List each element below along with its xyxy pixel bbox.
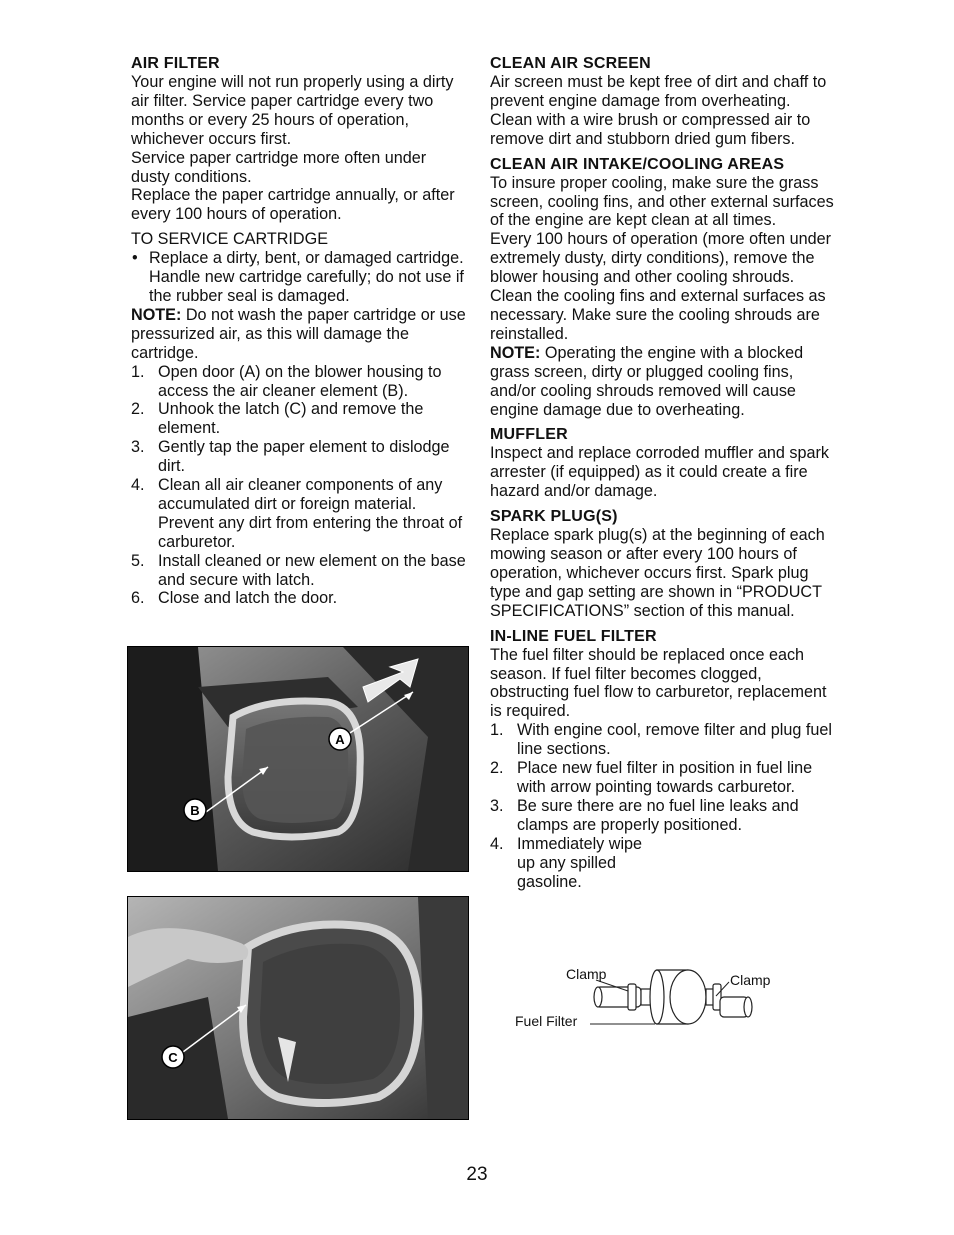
step-item <box>131 476 467 552</box>
step-number: 3. <box>131 438 145 457</box>
label-a: A <box>335 732 345 747</box>
step-number: 6. <box>131 589 145 608</box>
intake-paragraph-2: Every 100 hours of operation (more often under extremely dusty, dirty conditions), remove the blower housing and other cooling shrouds. Clean the cooling fins and external surfaces as necessary. Make sure the cooling shrouds are reinstalled. <box>490 230 832 343</box>
step-item <box>131 438 467 476</box>
step-number: 3. <box>490 796 504 815</box>
service-bullets <box>131 249 467 306</box>
spark-plug-text: Replace spark plug(s) at the beginning of each mowing season or after every 100 hours of operation, whichever occurs first. Spark plug type and gap setting are shown in “PRODUCT SPECIFICATIONS” section of this manual. <box>490 526 825 620</box>
step-text: Open door (A) on the blower housing to access the air cleaner element (B). <box>158 362 442 400</box>
step-text: Close and latch the door. <box>158 589 338 608</box>
step-number: 1. <box>131 362 145 381</box>
note-text: Do not wash the paper cartridge or use pressurized air, as this will damage the cartridge. <box>131 305 466 362</box>
step-item <box>490 759 835 797</box>
fuel-filter-steps <box>490 721 835 891</box>
right-column <box>490 54 835 891</box>
step-text: Gently tap the paper element to dislodge dirt. <box>158 438 450 476</box>
service-bullet: • Replace a dirty, bent, or damaged cartridge. Handle new cartridge carefully; do not use if the rubber seal is damaged. <box>131 249 467 306</box>
muffler-text: Inspect and replace corroded muffler and spark arrester (if equipped) as it could create a fire hazard and/or damage. <box>490 444 829 501</box>
step-text: Install cleaned or new element on the base and secure with latch. <box>158 551 466 589</box>
fuel-filter-label: Fuel Filter <box>515 1013 578 1029</box>
step-text: Place new fuel filter in position in fuel line with arrow pointing towards carburetor. <box>517 759 813 796</box>
muffler-heading: MUFFLER <box>490 426 568 444</box>
clean-air-screen-text: Air screen must be kept free of dirt and chaff to prevent engine damage from overheating. Clean with a wire brush or compressed air to remove dirt and stubborn dried gum fibers. <box>490 73 827 148</box>
air-filter-note <box>131 306 467 363</box>
step-number: 2. <box>131 400 145 419</box>
step-number: 1. <box>490 721 504 740</box>
note-label: NOTE: <box>490 343 541 362</box>
clamp-right-label: Clamp <box>730 972 771 988</box>
page-number: 23 <box>466 1164 488 1185</box>
service-steps <box>131 363 467 609</box>
fuel-filter-heading: IN-LINE FUEL FILTER <box>490 627 657 645</box>
step-number: 4. <box>131 476 145 495</box>
step-text: With engine cool, remove filter and plug fuel line sections. <box>517 721 832 759</box>
step-item <box>490 835 835 892</box>
intake-cooling-heading: CLEAN AIR INTAKE/COOLING AREAS <box>490 155 785 173</box>
blower-housing-photo <box>127 646 469 872</box>
left-column <box>131 54 467 608</box>
air-filter-paragraph-1: Your engine will not run properly using a dirty air filter. Service paper cartridge every two months or every 25 hours of operation, whichever occurs first. <box>131 73 454 148</box>
step-text: Unhook the latch (C) and remove the element. <box>158 400 424 438</box>
latch-photo <box>127 896 469 1120</box>
air-filter-paragraph-3: Replace the paper cartridge annually, or after every 100 hours of operation. <box>131 186 455 224</box>
step-number: 5. <box>131 551 145 570</box>
note-text: Operating the engine with a blocked grass screen, dirty or plugged cooling fins, and/or cooling shrouds removed will cause engine damage due to overheating. <box>490 343 804 419</box>
label-c: C <box>168 1050 178 1065</box>
step-number: 4. <box>490 834 504 853</box>
intake-note <box>490 344 835 420</box>
air-filter-heading: AIR FILTER <box>131 55 220 72</box>
step-item <box>131 589 467 608</box>
step-item <box>131 400 467 438</box>
step-item <box>131 552 467 590</box>
step-text: Be sure there are no fuel line leaks and clamps are properly positioned. <box>517 796 799 834</box>
fuel-filter-text: The fuel filter should be replaced once each season. If fuel filter becomes clogged, obstructing fuel flow to carburetor, replacement is required. <box>490 645 827 721</box>
fuel-filter-diagram <box>510 958 810 1048</box>
step-item <box>490 797 835 835</box>
clean-air-screen-heading: CLEAN AIR SCREEN <box>490 55 651 72</box>
to-service-heading: TO SERVICE CARTRIDGE <box>131 230 328 249</box>
step-text: Clean all air cleaner components of any accumulated dirt or foreign material. Prevent any dirt from entering the throat of carburetor. <box>158 476 463 551</box>
note-label: NOTE: <box>131 305 182 324</box>
spark-plug-heading: SPARK PLUG(S) <box>490 508 618 526</box>
intake-paragraph-1: To insure proper cooling, make sure the grass screen, cooling fins, and other external surfaces of the engine are kept clean at all times. <box>490 173 834 230</box>
step-item <box>490 721 835 759</box>
step-text: Immediately wipe up any spilled gasoline. <box>517 834 643 891</box>
label-b: B <box>190 803 200 818</box>
air-filter-paragraph-2: Service paper cartridge more often under dusty conditions. <box>131 148 427 186</box>
clamp-left-label: Clamp <box>566 966 607 982</box>
step-item <box>131 363 467 401</box>
step-number: 2. <box>490 759 504 778</box>
